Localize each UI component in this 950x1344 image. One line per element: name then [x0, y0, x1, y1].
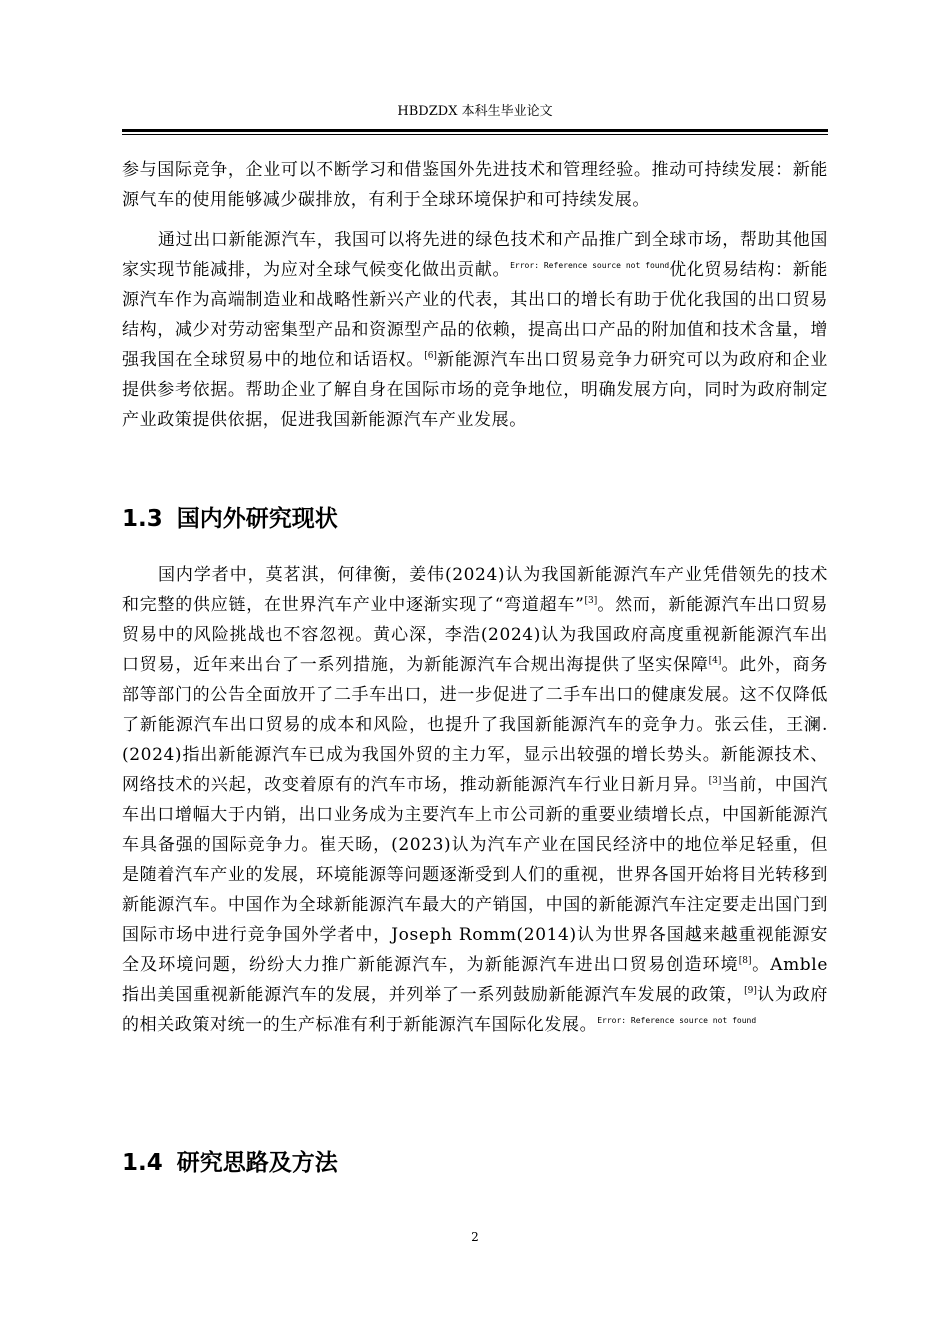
page-number: 2	[471, 1230, 479, 1244]
paragraph-export-significance	[122, 225, 828, 435]
paragraph-text: 通过出口新能源汽车，我国可以将先进的绿色技术和产品推广到全球市场，帮助其他国家实现节能减排，为应对全球气候变化做出贡献。	[122, 230, 828, 280]
citation: [6]	[424, 351, 437, 361]
running-header: HBDZDX 本科生毕业论文	[397, 104, 553, 119]
citation: [9]	[744, 986, 757, 996]
header-rule-thin	[122, 134, 828, 135]
section-title: 国内外研究现状	[176, 506, 338, 532]
section-number: 1.4	[122, 1150, 163, 1176]
citation: [8]	[738, 956, 752, 966]
section-title: 研究思路及方法	[176, 1150, 338, 1176]
paragraph-text: 。此外，商务部等部门的公告全面放开了二手车出口，进一步促进了二手车出口的健康发展。这不仅降低了新能源汽车出口贸易的成本和风险，也提升了我国新能源汽车的竞争力。张云佳，王澜. (2024)指出新能源汽车已成为我国外贸的主力军，显示出较强的增长势头。新能源技术、网络技术的兴起，改变着原有的汽车市场，推动新能源汽车行业日新月异。	[122, 655, 828, 795]
paragraph-text: 认为政府的相关政策对统一的生产标准有利于新能源汽车国际化发展。	[122, 985, 828, 1035]
paragraph-text: 。然而，新能源汽车出口贸易贸易中的风险挑战也不容忽视。黄心深，李浩(2024)认为我国政府高度重视新能源汽车出口贸易，近年来出台了一系列措施，为新能源汽车合规出海提供了坚实保障	[122, 595, 828, 675]
header-rule-thick	[122, 129, 828, 132]
paragraph-text: 当前，中国汽车出口增幅大于内销，出口业务成为主要汽车上市公司新的重要业绩增长点，中国新能源汽车具备强的国际竞争力。崔天旸，(2023)认为汽车产业在国民经济中的地位举足轻重，但是随着汽车产业的发展，环境能源等问题逐渐受到人们的重视，世界各国开始将目光转移到新能源汽车。中国作为全球新能源汽车最大的产销国，中国的新能源汽车注定要走出国门到国际市场中进行竞争国外学者中，Joseph Romm(2014)认为世界各国越来越重视能源安全及环境问题，纷纷大力推广新能源汽车，为新能源汽车进出口贸易创造环境	[122, 775, 828, 975]
section-heading-1-3	[122, 504, 338, 534]
citation: [4]	[708, 656, 722, 666]
paragraph-text: 新能源汽车出口贸易竞争力研究可以为政府和企业提供参考依据。帮助企业了解自身在国际市场的竞争地位，明确发展方向，同时为政府制定产业政策提供依据，促进我国新能源汽车产业发展。	[122, 350, 828, 430]
citation: [3]	[708, 776, 722, 786]
section-number: 1.3	[122, 506, 163, 532]
paragraph-continuation	[122, 155, 828, 215]
paragraph-text: 国内学者中，莫茗淇，何律衡，姜伟(2024)认为我国新能源汽车产业凭借领先的技术和完整的供应链，在世界汽车产业中逐渐实现了“弯道超车”	[122, 565, 828, 615]
paragraph-literature-review	[122, 560, 828, 1040]
section-heading-1-4	[122, 1148, 338, 1178]
paragraph-text: 参与国际竞争，企业可以不断学习和借鉴国外先进技术和管理经验。推动可持续发展：新能源气车的使用能够减少碳排放，有利于全球环境保护和可持续发展。	[122, 160, 828, 210]
reference-error: Error: Reference source not found	[510, 261, 670, 270]
paragraph-text: 优化贸易结构：新能源汽车作为高端制造业和战略性新兴产业的代表，其出口的增长有助于优化我国的出口贸易结构，减少对劳动密集型产品和资源型产品的依赖，提高出口产品的附加值和技术含量，增强我国在全球贸易中的地位和话语权。	[122, 260, 828, 370]
citation: [3]	[584, 596, 598, 606]
reference-error: Error: Reference source not found	[597, 1016, 757, 1025]
paragraph-text: 。Amble 指出美国重视新能源汽车的发展，并列举了一系列鼓励新能源汽车发展的政策，	[122, 955, 828, 1005]
